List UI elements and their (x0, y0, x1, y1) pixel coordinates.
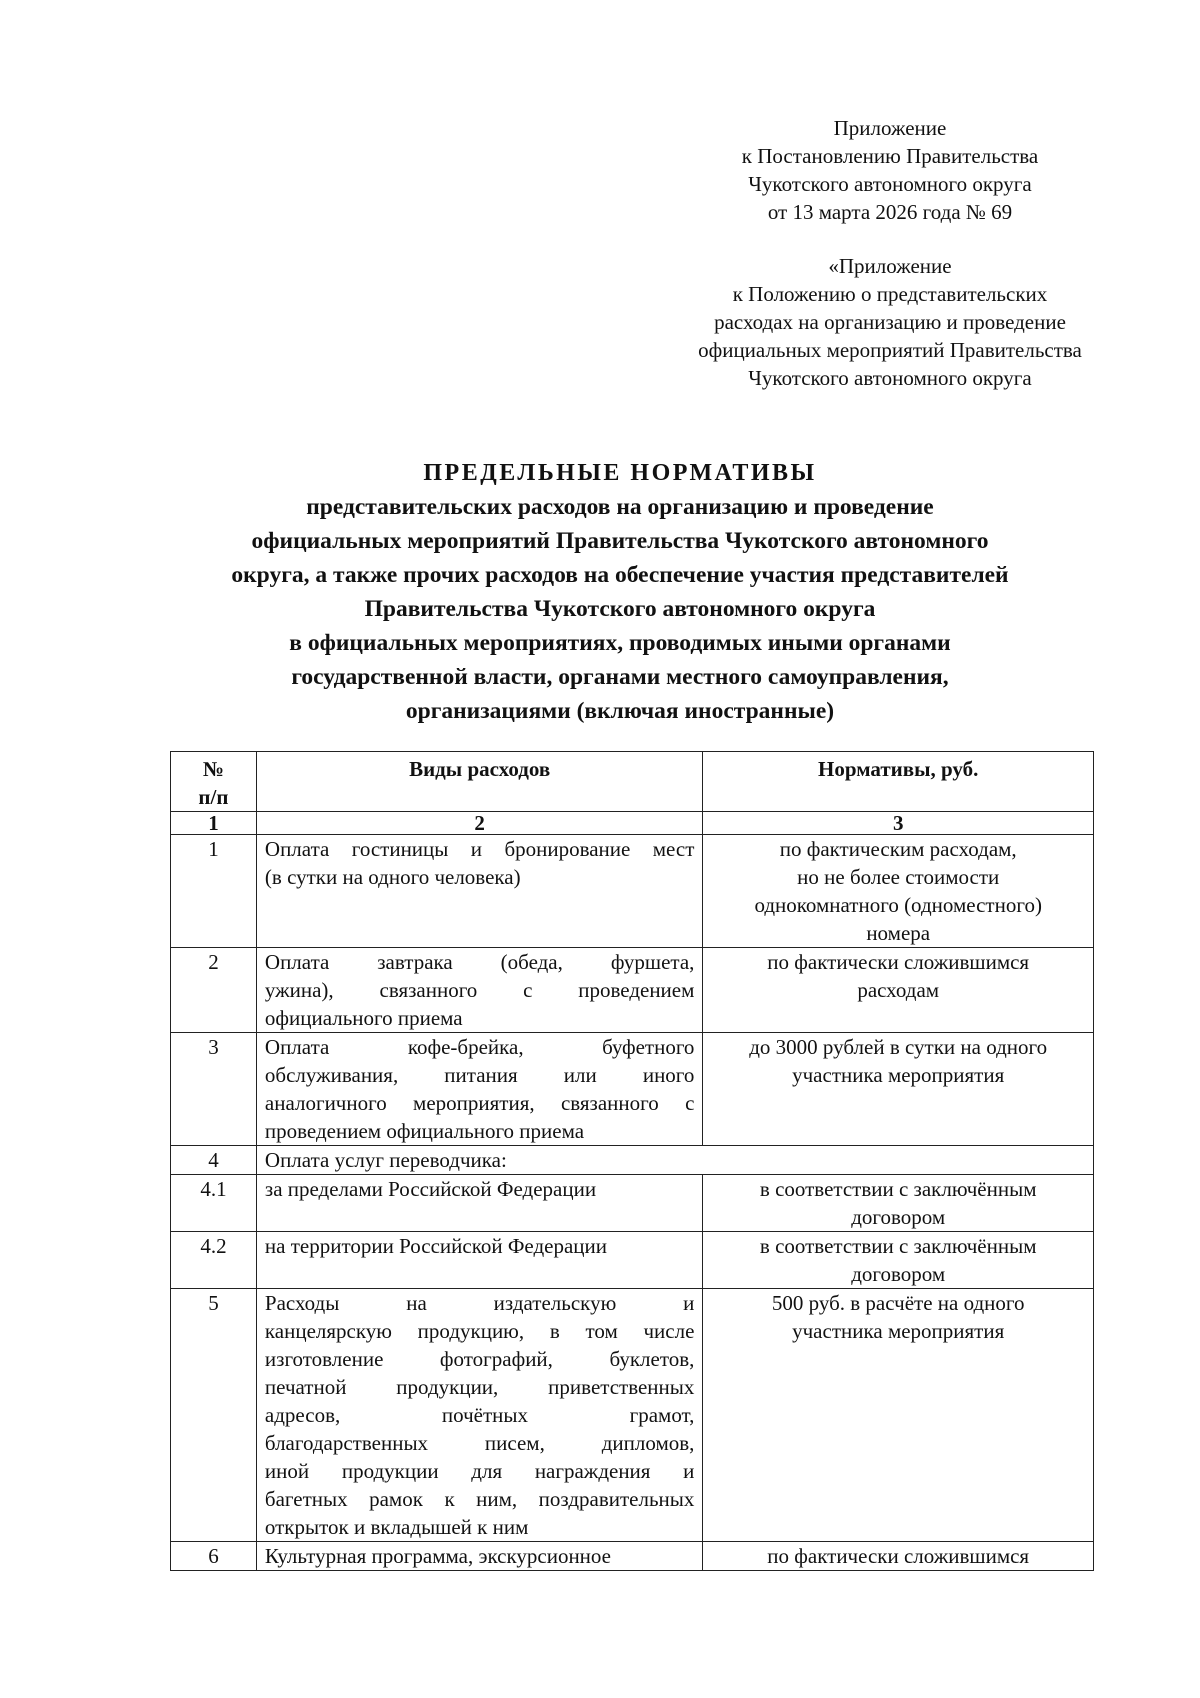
header-num-part: № (202, 757, 224, 781)
expense-type-line: за пределами Российской Федерации (264, 1177, 597, 1201)
sub-appendix-line: расходах на организацию и проведение (714, 310, 1066, 334)
expense-type (256, 1033, 703, 1146)
expense-type-line: (в сутки на одного человека) (264, 865, 521, 889)
expense-type-line: Оплата гостиницы и бронирование мест (264, 837, 695, 861)
header-type: Виды расходов (256, 752, 703, 812)
expense-type-line: проведением официального приема (264, 1119, 585, 1143)
expense-type: Оплата услуг переводчика: (256, 1146, 1093, 1175)
expense-type-line: иной продукции для награждения и (264, 1459, 695, 1483)
norm-value-line: в соответствии с заключённым (759, 1234, 1037, 1258)
appendix-date-line: от 13 марта 2026 года № 69 (767, 200, 1013, 224)
appendix-line: Приложение (833, 116, 947, 140)
norms-table (170, 751, 1094, 1571)
table-row (171, 835, 1094, 948)
column-number: 3 (703, 812, 1094, 835)
table-row (171, 1146, 1094, 1175)
norm-value-line: номера (866, 921, 931, 945)
sub-appendix-header (660, 252, 1120, 392)
expense-type-line: изготовление фотографий, буклетов, (264, 1347, 695, 1371)
norm-value-line: договором (851, 1262, 946, 1286)
expense-type-line: печатной продукции, приветственных (264, 1375, 695, 1399)
expense-type-line: открыток и вкладышей к ним (264, 1515, 529, 1539)
expense-type-line: канцелярскую продукцию, в том числе (264, 1319, 695, 1343)
norm-value-line: участника мероприятия (792, 1063, 1005, 1087)
norm-value (703, 1232, 1094, 1289)
table-header-row (171, 752, 1094, 812)
title-line: организациями (включая иностранные) (405, 698, 835, 724)
sub-appendix-line: официальных мероприятий Правительства (698, 338, 1082, 362)
norm-value (703, 948, 1094, 1033)
title-line: округа, а также прочих расходов на обеспечение участия представителей (231, 562, 1009, 588)
appendix-line: к Постановлению Правительства (741, 144, 1039, 168)
title-main: ПРЕДЕЛЬНЫЕ НОРМАТИВЫ (423, 460, 817, 486)
norm-value (703, 1175, 1094, 1232)
table-row (171, 1175, 1094, 1232)
sub-appendix-line: «Приложение (828, 254, 952, 278)
norm-value-line: договором (851, 1205, 946, 1229)
expense-type-line: Культурная программа, экскурсионное (264, 1544, 611, 1568)
expense-type-line: благодарственных писем, дипломов, (264, 1431, 695, 1455)
norm-value (703, 1542, 1094, 1571)
table-row (171, 948, 1094, 1033)
header-num-text (179, 755, 248, 811)
table-row (171, 1289, 1094, 1542)
header-num-part: п/п (198, 785, 229, 809)
row-number: 2 (171, 948, 257, 1033)
appendix-line: Чукотского автономного округа (748, 172, 1032, 196)
column-number: 1 (171, 812, 257, 835)
expense-type-line: Оплата завтрака (обеда, фуршета, (264, 950, 695, 974)
norm-value-line: до 3000 рублей в сутки на одного (749, 1035, 1048, 1059)
title-line: официальных мероприятий Правительства Чукотского автономного (251, 528, 989, 554)
table-row (171, 1542, 1094, 1571)
sub-appendix-line: Чукотского автономного округа (748, 366, 1032, 390)
row-number: 4.1 (171, 1175, 257, 1232)
header-num (171, 752, 257, 812)
norm-value-line: в соответствии с заключённым (759, 1177, 1037, 1201)
norm-value-line: однокомнатного (одноместного) (754, 893, 1042, 917)
table-row (171, 1033, 1094, 1146)
header-norm: Нормативы, руб. (703, 752, 1094, 812)
expense-type-line: аналогичного мероприятия, связанного с (264, 1091, 695, 1115)
norm-value-line: по фактическим расходам, (779, 837, 1017, 861)
expense-type-line: обслуживания, питания или иного (264, 1063, 695, 1087)
expense-type (256, 1232, 703, 1289)
expense-type-line: Оплата кофе-брейка, буфетного (264, 1035, 695, 1059)
expense-type-line: официального приема (264, 1006, 463, 1030)
expense-type (256, 1542, 703, 1571)
table-row (171, 1232, 1094, 1289)
norm-value-line: по фактически сложившимся (767, 950, 1030, 974)
row-number: 3 (171, 1033, 257, 1146)
expense-type-line: ужина), связанного с проведением (264, 978, 695, 1002)
title-line: Правительства Чукотского автономного округа (364, 596, 876, 622)
title-line: представительских расходов на организацию и проведение (306, 494, 934, 520)
row-number: 6 (171, 1542, 257, 1571)
norm-value (703, 1289, 1094, 1542)
expense-type-line: на территории Российской Федерации (264, 1234, 607, 1258)
row-number: 5 (171, 1289, 257, 1542)
expense-type-line: багетных рамок к ним, поздравительных (264, 1487, 695, 1511)
row-number: 4 (171, 1146, 257, 1175)
appendix-header (660, 114, 1120, 226)
row-number: 4.2 (171, 1232, 257, 1289)
expense-type (256, 1175, 703, 1232)
title-line: государственной власти, органами местного самоуправления, (291, 664, 949, 690)
expense-type-line: Расходы на издательскую и (264, 1291, 695, 1315)
title-line: в официальных мероприятиях, проводимых иными органами (289, 630, 951, 656)
norm-value-line: расходам (857, 978, 940, 1002)
expense-type-line: адресов, почётных грамот, (264, 1403, 695, 1427)
sub-appendix-line: к Положению о представительских (732, 282, 1048, 306)
row-number: 1 (171, 835, 257, 948)
norm-value (703, 1033, 1094, 1146)
column-number: 2 (256, 812, 703, 835)
norm-value-line: но не более стоимости (797, 865, 1000, 889)
norm-value-line: 500 руб. в расчёте на одного (771, 1291, 1025, 1315)
expense-type (256, 948, 703, 1033)
norm-value-line: по фактически сложившимся (767, 1544, 1030, 1568)
document-title (140, 456, 1100, 728)
expense-type (256, 1289, 703, 1542)
norm-value-line: участника мероприятия (792, 1319, 1005, 1343)
norm-value (703, 835, 1094, 948)
expense-type (256, 835, 703, 948)
column-number-row (171, 812, 1094, 835)
